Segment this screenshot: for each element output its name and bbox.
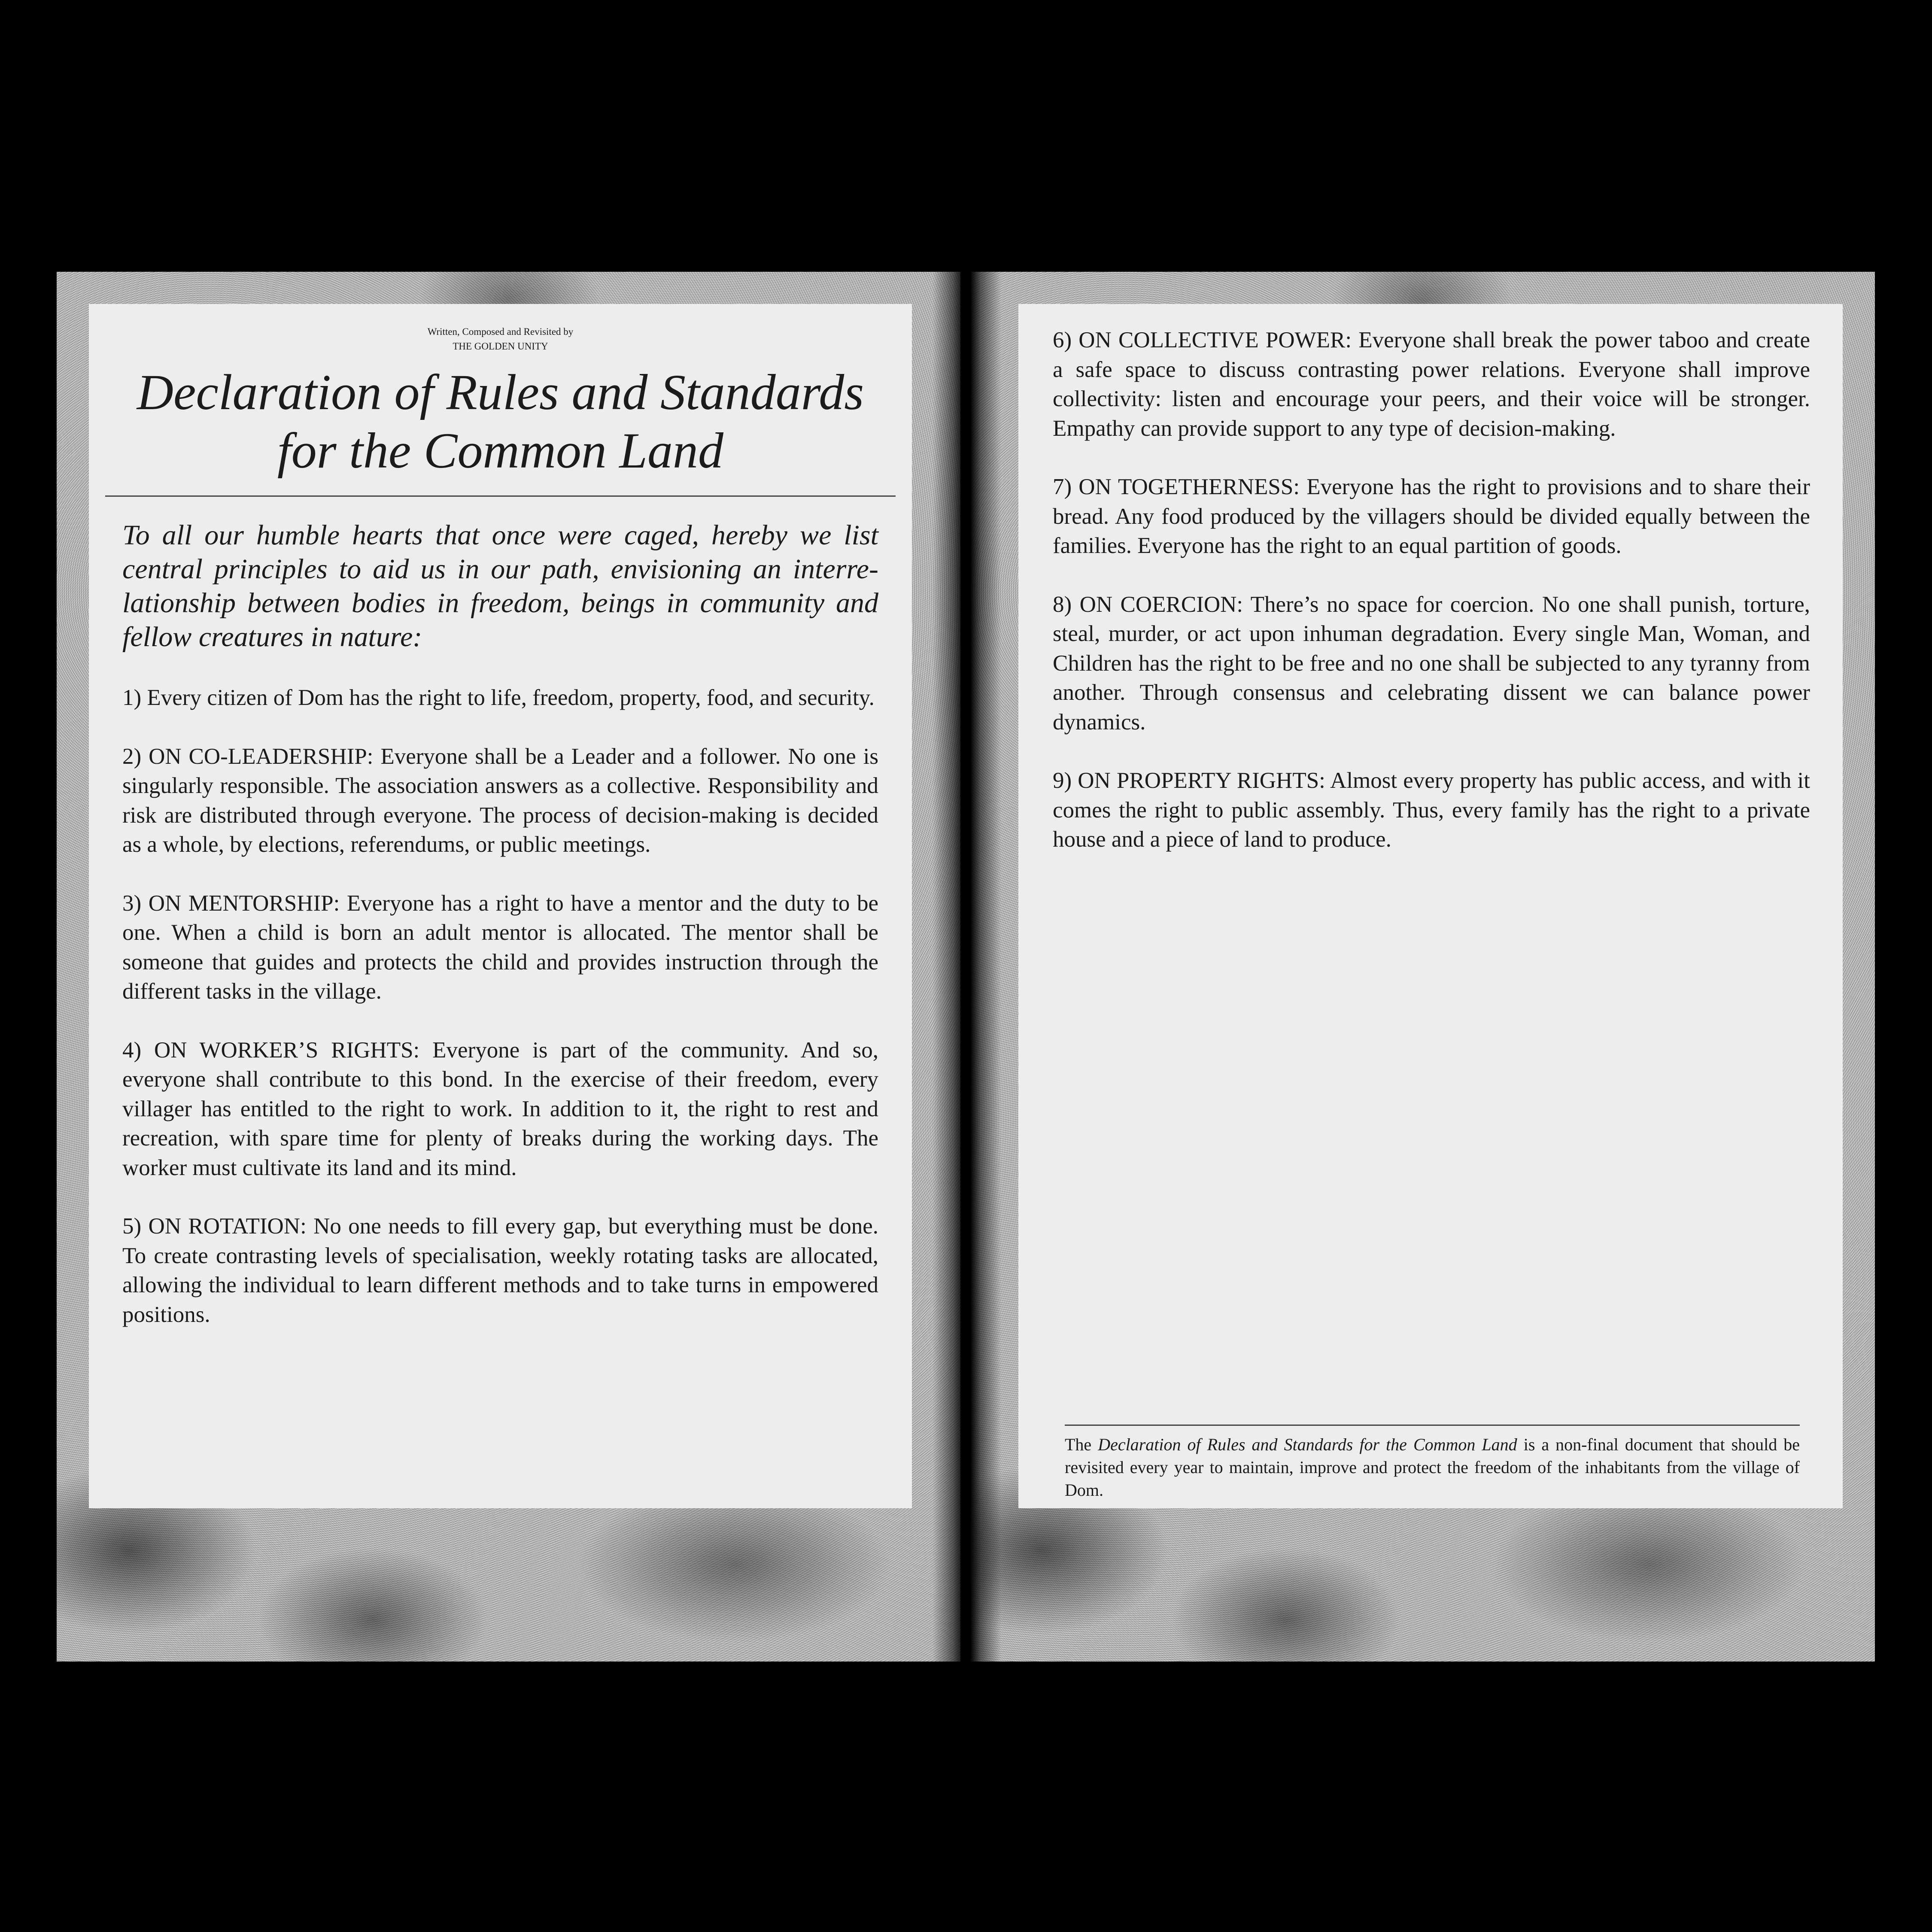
book-gutter bbox=[933, 272, 1001, 1662]
article-5: 5) ON ROTATION: No one needs to fill every gap, but everything must be done. To create contrasting levels of specialisation, weekly rotating tasks are allocated, allowing the individual to learn different methods and to take turns in empowered positions. bbox=[122, 1214, 878, 1327]
footnote-document-title: Declaration of Rules and Standards for the Common Land bbox=[1098, 1435, 1517, 1454]
footnote-divider bbox=[1065, 1425, 1800, 1426]
article-6: 6) ON COLLECTIVE POWER: Everyone shall break the power taboo and create a safe space to discuss contrasting power relations. Everyone shall improve collectivity: listen and encourage your peers, and their voice will be stronger. Empathy can provide support to any type of decision-making. bbox=[1053, 328, 1810, 441]
article-7: 7) ON TOGETHERNESS: Everyone has the right to provisions and to share their bread. Any food produced by the villagers should be divided equally between the families. Everyone has the right to an equal partition of goods. bbox=[1053, 474, 1810, 558]
article-8: 8) ON COERCION: There’s no space for coercion. No one shall punish, torture, steal, murder, or act upon inhuman degradation. Every single Man, Woman, and Children has the right to be free and no one shall be subjected to any tyranny from another. Through consensus and celebrating dissent we can balance power dynamics. bbox=[1053, 592, 1810, 735]
document-title bbox=[122, 363, 878, 480]
right-page bbox=[1018, 304, 1843, 1508]
article-9: 9) ON PROPERTY RIGHTS: Almost every property has public access, and with it comes the right to public assembly. Thus, every family has the right to a private house and a piece of land to produce. bbox=[1053, 768, 1810, 852]
byline-author: THE GOLDEN UNITY bbox=[453, 341, 548, 352]
title-line-2: for the Common Land bbox=[277, 422, 724, 479]
left-page bbox=[89, 304, 912, 1508]
footnote bbox=[1065, 1433, 1800, 1501]
article-4: 4) ON WORKER’S RIGHTS: Everyone is part of the community. And so, everyone shall contribute to this bond. In the exercise of their freedom, every villager has entitled to the right to work. In addition to it, the right to rest and recreation, with spare time for plenty of breaks during the working days. The worker must cultivate its land and its mind. bbox=[122, 1037, 878, 1180]
title-divider bbox=[105, 495, 896, 497]
byline bbox=[122, 325, 878, 354]
book-spread bbox=[57, 272, 1875, 1662]
article-1: 1) Every citizen of Dom has the right to life, freedom, property, food, and security. bbox=[122, 685, 875, 710]
byline-credit: Written, Composed and Revisited by bbox=[427, 326, 574, 337]
footnote-text: is a non-final document that should be revisited every year to maintain, improve and protect the freedom of the inhabitants from the village of Dom. bbox=[1065, 1435, 1800, 1500]
footnote-prefix: The bbox=[1065, 1435, 1092, 1454]
article-2: 2) ON CO-LEADERSHIP: Everyone shall be a Leader and a follower. No one is singularly responsible. The association answers as a collective. Responsibility and risk are distributed through everyone. The process of decision-making is decided as a whole, by elections, referendums, or public meetings. bbox=[122, 744, 878, 857]
title-line-1: Declaration of Rules and Standards bbox=[137, 364, 864, 420]
article-3: 3) ON MENTORSHIP: Everyone has a right to have a mentor and the duty to be one. When a child is born an adult mentor is allocated. The mentor shall be someone that guides and protects the child and provides instruction through the different tasks in the village. bbox=[122, 890, 878, 1004]
preamble: To all our humble hearts that once were caged, hereby we list central principles to aid us in our path, envisioning an interre-lationship between bodies in freedom, beings in community and fellow creatures in nature: bbox=[122, 519, 878, 653]
